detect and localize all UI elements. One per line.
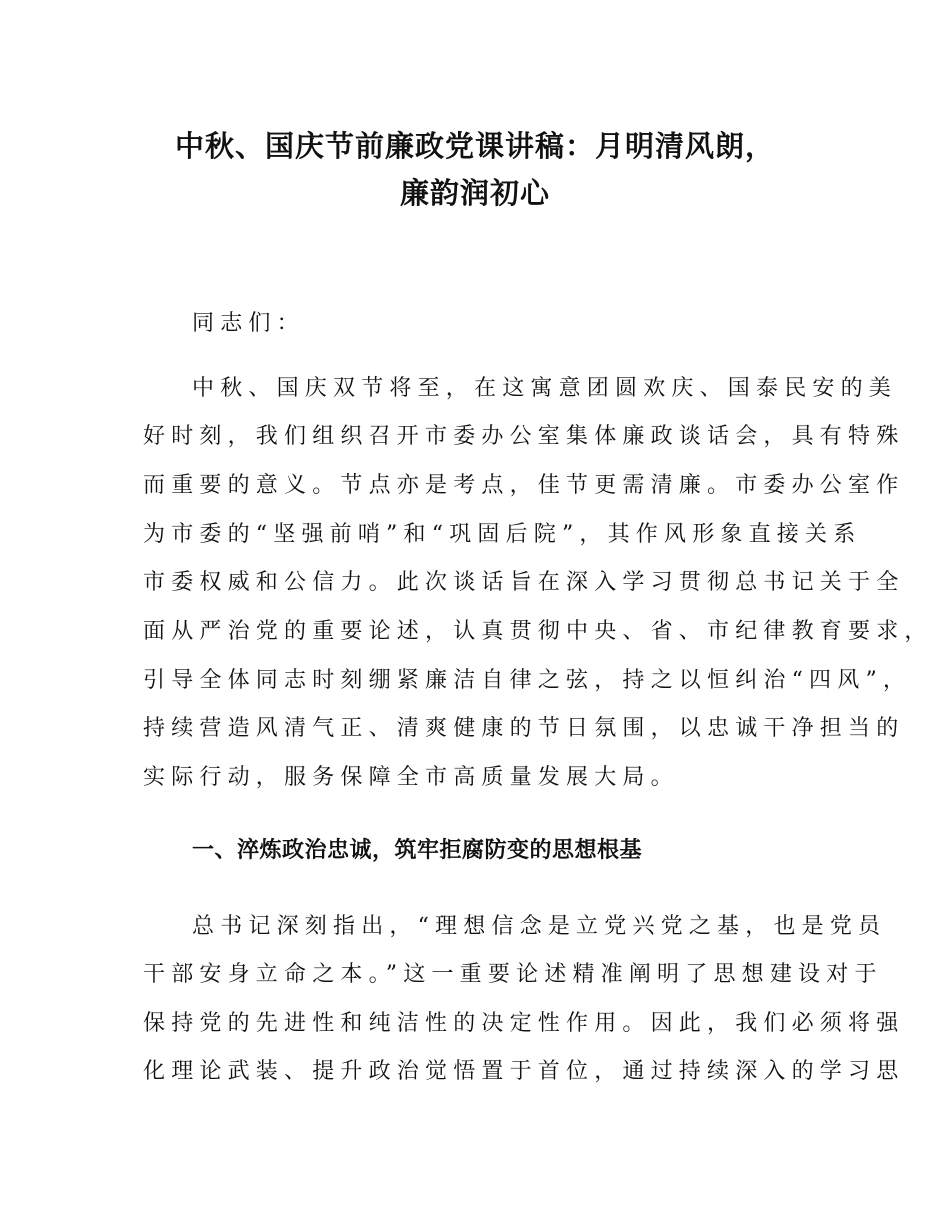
paragraph-line: 总书记深刻指出，“理想信念是立党兴党之基，也是党员 xyxy=(192,914,887,939)
paragraph-line: 中秋、国庆双节将至，在这寓意团圆欢庆、国泰民安的美 xyxy=(192,376,898,401)
paragraph-line: 实际行动，服务保障全市高质量发展大局。 xyxy=(143,765,679,790)
paragraph-line: 而重要的意义。节点亦是考点，佳节更需清廉。市委办公室作 xyxy=(143,473,905,498)
paragraph-line: 持续营造风清气正、清爽健康的节日氛围，以忠诚干净担当的 xyxy=(143,716,905,741)
paragraph-line: 化理论武装、提升政治觉悟置于首位，通过持续深入的学习思 xyxy=(143,1059,905,1084)
paragraph-line: 保持党的先进性和纯洁性的决定性作用。因此，我们必须将强 xyxy=(143,1011,905,1036)
paragraph-line: 干部安身立命之本。”这一重要论述精准阐明了思想建设对于 xyxy=(143,962,883,987)
paragraph-line: 好时刻，我们组织召开市委办公室集体廉政谈话会，具有特殊 xyxy=(143,424,905,449)
paragraph-line: 面从严治党的重要论述，认真贯彻中央、省、市纪律教育要求， xyxy=(143,619,933,644)
paragraph-line: 引导全体同志时刻绷紧廉洁自律之弦，持之以恒纠治“四风”， xyxy=(143,668,912,693)
salutation: 同志们： xyxy=(192,311,305,336)
paragraph-line: 为市委的“坚强前哨”和“巩固后院”，其作风形象直接关系 xyxy=(143,522,862,547)
document-title-line-1: 中秋、国庆节前廉政党课讲稿：月明清风朗， xyxy=(174,129,775,163)
document-title-line-2: 廉韵润初心 xyxy=(399,176,550,210)
section-heading: 一、淬炼政治忠诚，筑牢拒腐防变的思想根基 xyxy=(192,838,643,863)
paragraph-line: 市委权威和公信力。此次谈话旨在深入学习贯彻总书记关于全 xyxy=(143,570,905,595)
